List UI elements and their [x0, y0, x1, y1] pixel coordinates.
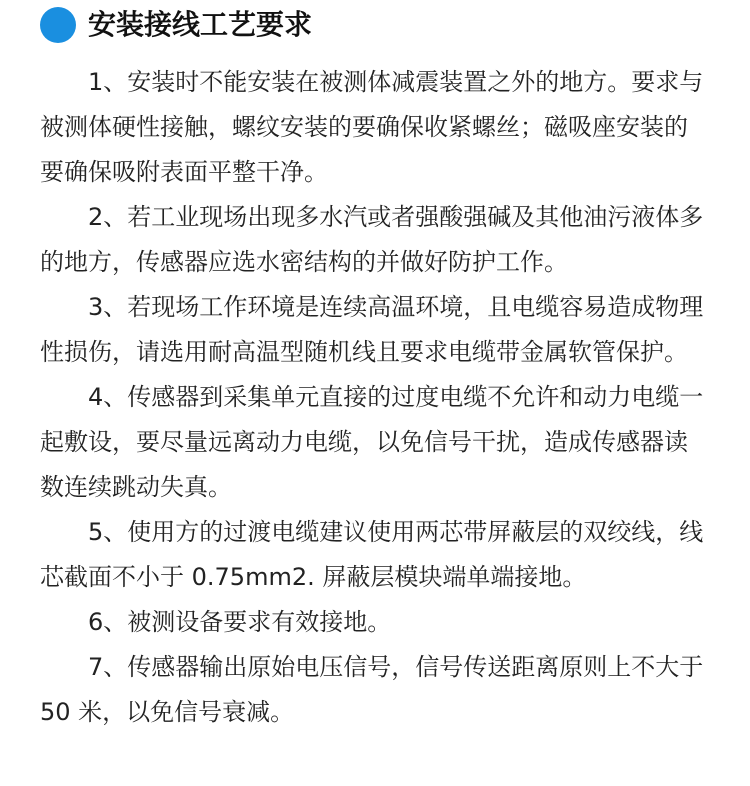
- requirement-item: 1、安装时不能安装在被测体减震装置之外的地方。要求与被测体硬性接触，螺纹安装的要确保收紧螺丝；磁吸座安装的要确保吸附表面平整干净。: [40, 68, 704, 186]
- requirement-item: 7、传感器输出原始电压信号，信号传送距离原则上不大于 50 米，以免信号衰减。: [40, 653, 704, 726]
- requirement-item: 2、若工业现场出现多水汽或者强酸强碱及其他油污液体多的地方，传感器应选水密结构的并做好防护工作。: [40, 203, 704, 276]
- requirement-item: 6、被测设备要求有效接地。: [88, 608, 392, 636]
- section-header: [40, 0, 710, 50]
- requirement-item: 3、若现场工作环境是连续高温环境，且电缆容易造成物理性损伤，请选用耐高温型随机线且要求电缆带金属软管保护。: [40, 293, 704, 366]
- requirement-item: 4、传感器到采集单元直接的过度电缆不允许和动力电缆一起敷设，要尽量远离动力电缆，以免信号干扰，造成传感器读数连续跳动失真。: [40, 383, 704, 501]
- requirement-item: 5、使用方的过渡电缆建议使用两芯带屏蔽层的双绞线，线芯截面不小于 0.75mm2. 屏蔽层模块端单端接地。: [40, 518, 704, 591]
- requirements-list: [40, 60, 710, 735]
- circle-bullet-icon: [40, 7, 76, 43]
- section-title: 安装接线工艺要求: [88, 8, 313, 41]
